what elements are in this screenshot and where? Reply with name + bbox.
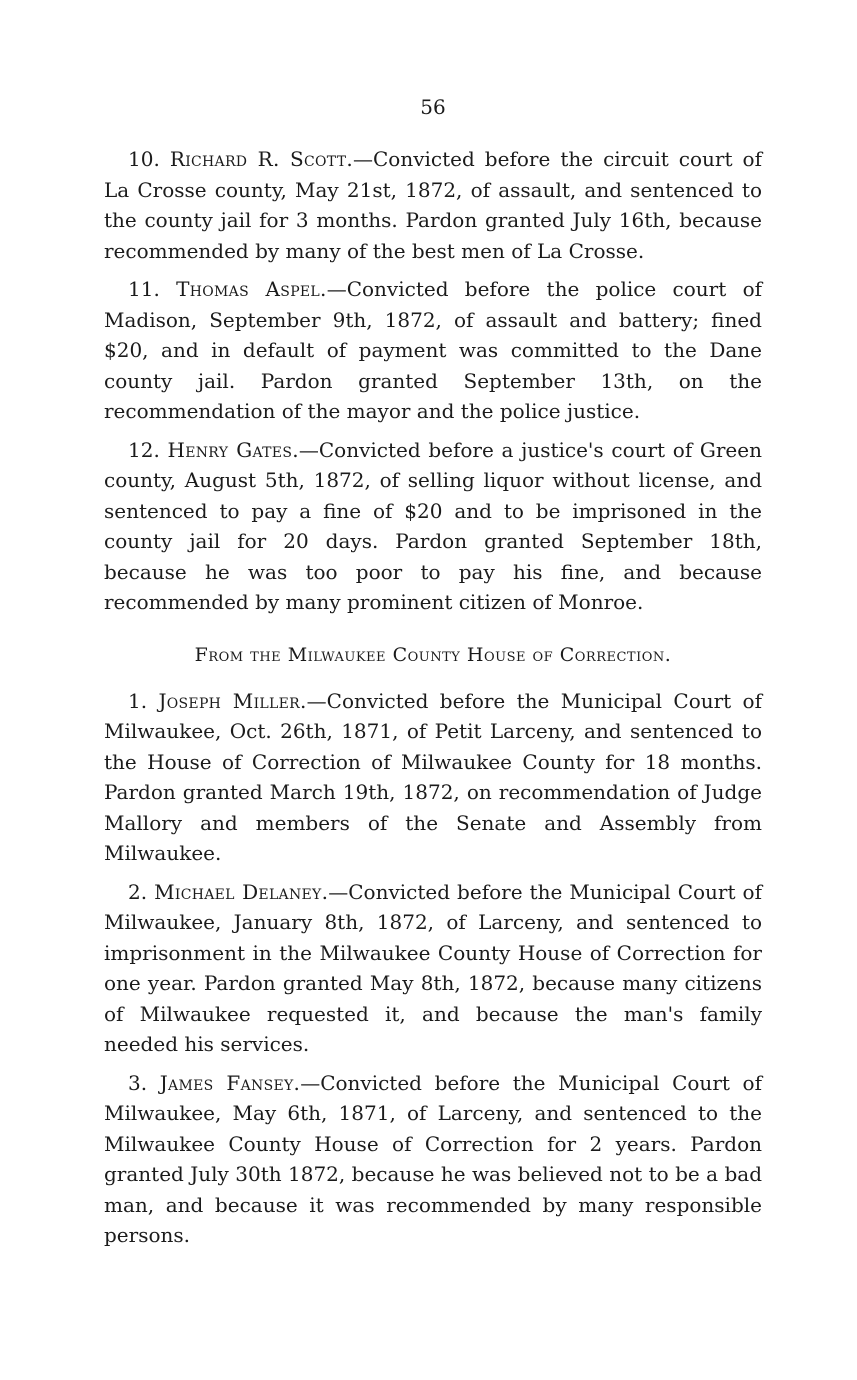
entry-name: Thomas Aspel. xyxy=(176,277,327,301)
page-number: 56 xyxy=(420,95,446,119)
pardon-entry xyxy=(104,274,762,427)
document-page xyxy=(104,92,762,1259)
entry-number: 10. xyxy=(128,147,160,171)
pardon-entry xyxy=(104,686,762,869)
entry-text: —Convicted before the circuit court of La Crosse county, May 21st, 1872, of assault, and sentenced to the county jail for 3 months. Pardon granted July 16th, because recommended by many of the best men of La Crosse. xyxy=(104,147,762,263)
pardon-entry xyxy=(104,1068,762,1251)
entry-text: —Convicted before the Municipal Court of Milwaukee, May 6th, 1871, of Larceny, and sentenced to the Milwaukee County House of Correction for 2 years. Pardon granted July 30th 1872, because he was believed not to be a bad man, and because it was recommended by many responsible persons. xyxy=(104,1070,762,1247)
entry-text: —Convicted before the Municipal Court of Milwaukee, Oct. 26th, 1871, of Petit Larceny, and sentenced to the House of Correction of Milwaukee County for 18 months. Pardon granted March 19th, 1872, on recommendation of Judge Mallory and members of the Senate and Assembly from Milwaukee. xyxy=(104,688,762,865)
pardon-entry xyxy=(104,144,762,266)
entry-number: 3. xyxy=(128,1070,148,1095)
entry-text: —Convicted before a justice's court of Green county, August 5th, 1872, of selling liquor without license, and sentenced to pay a fine of $20 and to be imprisoned in the county jail for 20 days. Pardon granted September 18th, because he was too poor to pay his fine, and because recommended by many prominent citizen of Monroe. xyxy=(104,437,762,614)
entry-text: —Convicted before the Municipal Court of Milwaukee, January 8th, 1872, of Larceny, and sentenced to imprisonment in the Milwaukee County House of Correction for one year. Pardon granted May 8th, 1872, because many citizens of Milwaukee requested it, and because the man's family needed his services. xyxy=(104,879,762,1056)
entry-name: Michael Delaney. xyxy=(154,879,329,904)
pardon-entry xyxy=(104,877,762,1060)
entry-name: Richard R. Scott. xyxy=(169,147,353,171)
entry-number: 1. xyxy=(128,688,148,713)
entry-text: —Convicted before the police court of Madison, September 9th, 1872, of assault and battery; fined $20, and in default of payment was committed to the Dane county jail. Pardon granted September 13th, on the recommendation of the mayor and the police justice. xyxy=(104,277,763,423)
entry-name: James Fansey. xyxy=(159,1070,301,1095)
pardon-entry xyxy=(104,435,762,618)
section-heading: From the Milwaukee County House of Correction. xyxy=(194,643,672,666)
entry-number: 12. xyxy=(128,437,160,462)
entry-number: 2. xyxy=(128,879,148,904)
entry-name: Henry Gates. xyxy=(167,437,299,462)
entry-number: 11. xyxy=(128,277,160,301)
entry-name: Joseph Miller. xyxy=(158,688,307,713)
